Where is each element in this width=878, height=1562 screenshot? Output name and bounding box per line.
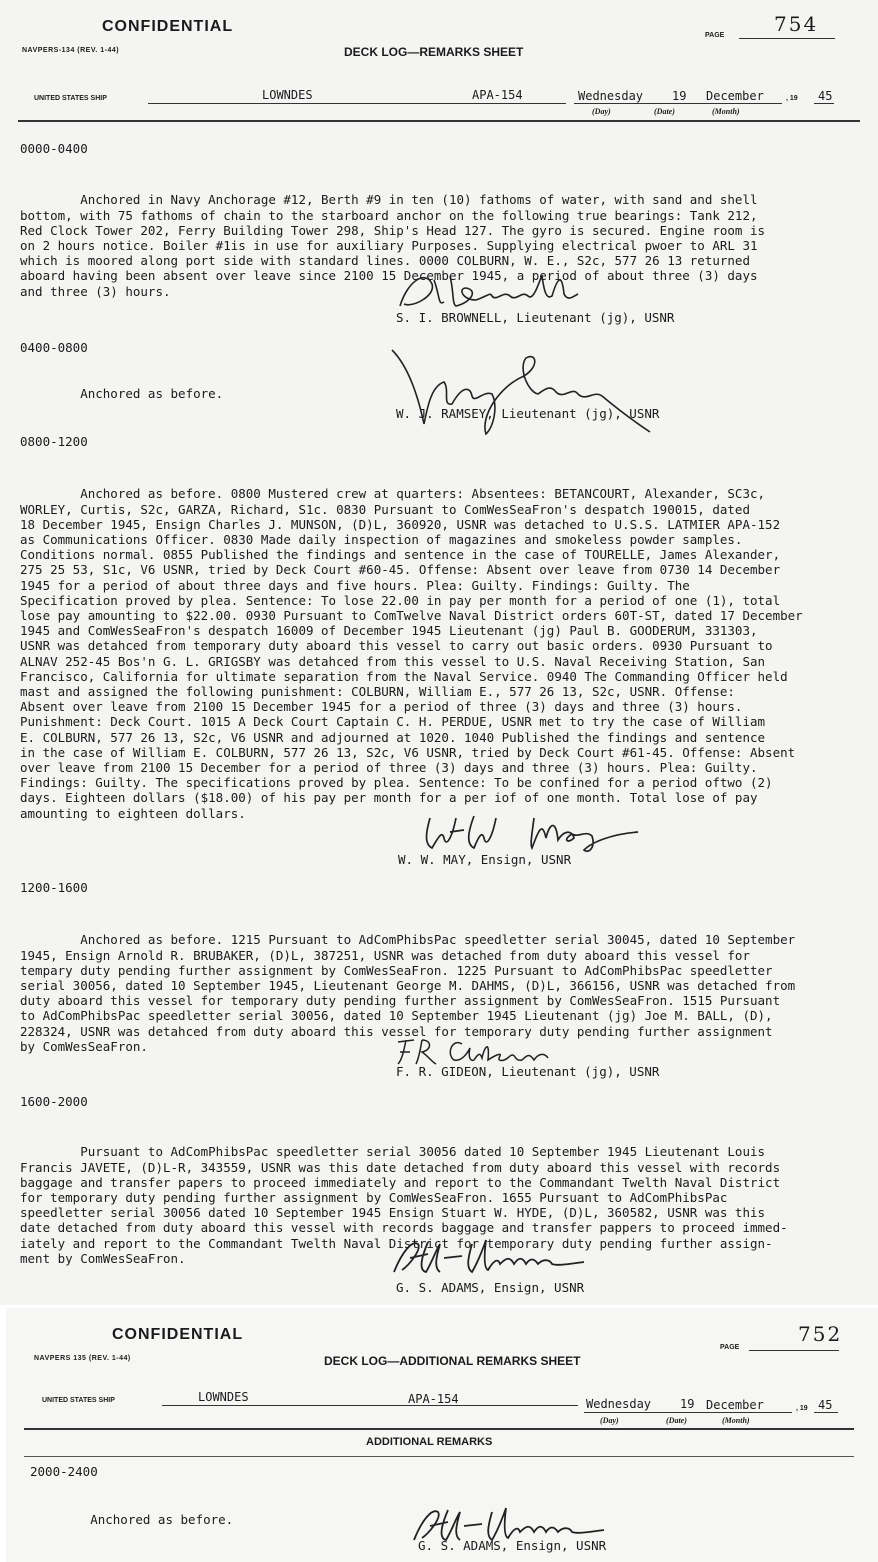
- watch-label: 0000-0400: [20, 141, 88, 156]
- hull-number: APA-154: [472, 88, 523, 102]
- additional-remarks-heading: ADDITIONAL REMARKS: [366, 1436, 493, 1448]
- ship-label: UNITED STATES SHIP: [34, 95, 107, 102]
- page-underline: [749, 1350, 839, 1351]
- day-caption: (Day): [592, 107, 611, 116]
- date-value: 19: [672, 89, 687, 103]
- signature-name: S. I. BROWNELL, Lieutenant (jg), USNR: [396, 310, 675, 325]
- signature-ramsey: [388, 346, 658, 438]
- month-value: December: [706, 89, 764, 103]
- year-prefix: , 19: [796, 1405, 808, 1412]
- watch-label: 1200-1600: [20, 880, 88, 895]
- watch-label: 2000-2400: [30, 1464, 98, 1479]
- header-rule: [24, 1428, 854, 1430]
- entry-text: Anchored as before.: [30, 1512, 234, 1528]
- signature-name: W. J. RAMSEY, Lieutenant (jg), USNR: [396, 406, 660, 421]
- sheet-title: DECK LOG—ADDITIONAL REMARKS SHEET: [324, 1354, 581, 1368]
- month-value: December: [706, 1398, 764, 1412]
- signature-gideon: [392, 1034, 572, 1068]
- date-caption: (Date): [666, 1416, 687, 1425]
- signature-adams: [388, 1232, 588, 1280]
- date-caption: (Date): [654, 107, 675, 116]
- signature-brownell: [392, 266, 582, 316]
- entry-text: Anchored as before.: [20, 386, 224, 402]
- entry-text: Anchored as before. 0800 Mustered crew at quarters: Absentees: BETANCOURT, Alexander, SC3c, WORLEY, Curtis, S2c, GARZA, Richard, S1c. 0830 Pursuant to ComWesSeaFron's despatch 190015, dated 18 December 1945, Ensign Charles J. MUNSON, (D)L, 360920, USNR was detached to U.S.S. LATMIER APA-152 as Communications Officer. 0830 Made daily inspection of magazines and smokeless powder samples. Conditions normal. 0855 Published the findings and sentence in the case of TOURELLE, James Alexander, 275 25 53, S1c, V6 USNR, tried by Deck Court #60-45. Offense: Absent over leave from 0730 14 December 1945 for a period of about three days and five hours. Plea: Guilty. Findings: Guilty. The Specification proved by plea. Sentence: To lose 22.00 in pay per month for a period of one (1), total lose pay amounting to $22.00. 0930 Pursuant to ComTwelve Naval District orders 60T-ST, dated 17 December 1945 and ComWesSeaFron's despatch 16009 of December 1945 Lieutenant (jg) Paul B. GOODERUM, 331303, USNR was detahced from temporary duty aboard this vessel to carry out basic orders. 0930 Pursuant to ALNAV 252-45 Bos'n G. L. GRIGSBY was detahced from this vessel to U.S. Naval Receiving Station, San Francisco, California for ultimate separation from the Naval Service. 0940 The Commanding Officer held mast and assigned the following punishment: COLBURN, William E., 577 26 13, S2c, USNR. Offense: Absent over leave from 2100 15 December 1945 for a period of three (3) days and three (3) hours. Punishment: Deck Court. 1015 A Deck Court Captain C. H. PERDUE, USNR met to try the case of William E. COLBURN, 577 26 13, S2c, V6 USNR and adjourned at 1020. 1040 Published the findings and sentence in the case of William E. COLBURN, 577 26 13, S2c, V6 USNR, tried by Deck Court #61-45. Offense: Absent over leave from 2100 15 December for a period of three (3) days and three (3) hours. Plea: Guilty. Findings: Guilty. The specifications proved by plea. Sentence: To be confined for a period oftwo (2) days. Eighteen dollars ($18.00) of his pay per month for a per iof of one month. Total lose of pay amounting to eighteen dollars.: [20, 486, 803, 821]
- ship-underline: [148, 103, 566, 104]
- signature-name: W. W. MAY, Ensign, USNR: [398, 852, 572, 867]
- signature-name: G. S. ADAMS, Ensign, USNR: [396, 1280, 585, 1295]
- day-value: Wednesday: [578, 89, 644, 103]
- date-underline: [584, 1412, 792, 1413]
- year-value: 45: [818, 1398, 833, 1412]
- hull-number: APA-154: [408, 1392, 459, 1406]
- day-caption: (Day): [600, 1416, 619, 1425]
- page-number: 752: [798, 1322, 843, 1346]
- date-underline: [574, 103, 782, 104]
- signature-name: F. R. GIDEON, Lieutenant (jg), USNR: [396, 1064, 660, 1079]
- signature-name: G. S. ADAMS, Ensign, USNR: [418, 1538, 607, 1553]
- month-caption: (Month): [712, 107, 740, 116]
- confidential-header: CONFIDENTIAL: [112, 1326, 244, 1343]
- watch-label: 0400-0800: [20, 340, 88, 355]
- form-number: NAVPERS-134 (REV. 1-44): [22, 47, 120, 54]
- header-rule: [18, 120, 860, 122]
- page-label: PAGE: [720, 1344, 740, 1351]
- year-underline: [814, 103, 834, 104]
- sheet-title: DECK LOG—REMARKS SHEET: [344, 45, 524, 59]
- ship-name: LOWNDES: [198, 1390, 249, 1404]
- confidential-header: CONFIDENTIAL: [102, 18, 234, 35]
- ship-label: UNITED STATES SHIP: [42, 1397, 115, 1404]
- watch-label: 0800-1200: [20, 434, 88, 449]
- remarks-rule: [24, 1456, 854, 1457]
- ship-name: LOWNDES: [262, 88, 313, 102]
- entry-text: Anchored as before. 1215 Pursuant to AdComPhibsPac speedletter serial 30045, dated 10 September 1945, Ensign Arnold R. BRUBAKER, (D)L, 387251, USNR was detached from duty aboard this vessel for tempary duty pending further assignment by ComWesSeaFron. 1225 Pursuant to AdComPhibsPac speedletter serial 30056, dated 10 September 1945, Lieutenant George M. DAHMS, (D)L, 366156, USNR was detached from duty aboard this vessel for temporary duty pending further assignment by ComWesSeaFron. 1515 Pursuant to AdComPhibsPac speedletter serial 30056, dated 10 September 1945 Lieutenant (jg) Joe M. BALL, (D), 228324, USNR was detahced from duty aboard this vessel for temporary duty pending further assignment by ComWesSeaFron.: [20, 932, 796, 1054]
- entry-text: Pursuant to AdComPhibsPac speedletter serial 30056 dated 10 September 1945 Lieutenant Louis Francis JAVETE, (D)L-R, 343559, USNR was this date detached from duty aboard this vessel with records baggage and transfer papers to proceed immediately and report to the Commandant Twelth Naval District for temporary duty pending further assignment by ComWesSeaFron. 1655 Pursuant to AdComPhibsPac speedletter serial 30056 dated 10 September 1945 Ensign Stuart W. HYDE, (D)L, 360582, USNR was this date detached from duty aboard this vessel with records baggage and transfer pappers to proceed immed- iately and report to the Commandant Twelth Naval District for temporary duty pending further assign- ment by ComWesSeaFron.: [20, 1144, 788, 1266]
- page-label: PAGE: [705, 32, 725, 39]
- form-number: NAVPERS 135 (REV. 1-44): [34, 1355, 131, 1362]
- page-number: 754: [774, 12, 819, 36]
- date-value: 19: [680, 1397, 695, 1411]
- day-value: Wednesday: [586, 1397, 652, 1411]
- ship-underline: [162, 1405, 578, 1406]
- signature-may: [416, 808, 646, 854]
- watch-label: 1600-2000: [20, 1094, 88, 1109]
- page-underline: [739, 38, 835, 39]
- year-prefix: , 19: [786, 95, 798, 102]
- year-underline: [814, 1412, 838, 1413]
- year-value: 45: [818, 89, 833, 103]
- deck-log-additional-remarks-sheet: [6, 1308, 878, 1562]
- month-caption: (Month): [722, 1416, 750, 1425]
- entry-text: Anchored in Navy Anchorage #12, Berth #9 in ten (10) fathoms of water, with sand and shell bottom, with 75 fathoms of chain to the starboard anchor on the following true bearings: Tank 212, Red Clock Tower 202, Ferry Building Tower 298, Ship's Head 127. The gyro is secured. Engine room is on 2 hours notice. Boiler #1is in use for auxiliary Purposes. Supplying electrical pwoer to ARL 31 which is moored along port side with standard lines. 0000 COLBURN, W. E., S2c, 577 26 13 returned aboard having been absent over leave since 2100 15 December 1945, a period of about three (3) days and three (3) hours.: [20, 192, 766, 299]
